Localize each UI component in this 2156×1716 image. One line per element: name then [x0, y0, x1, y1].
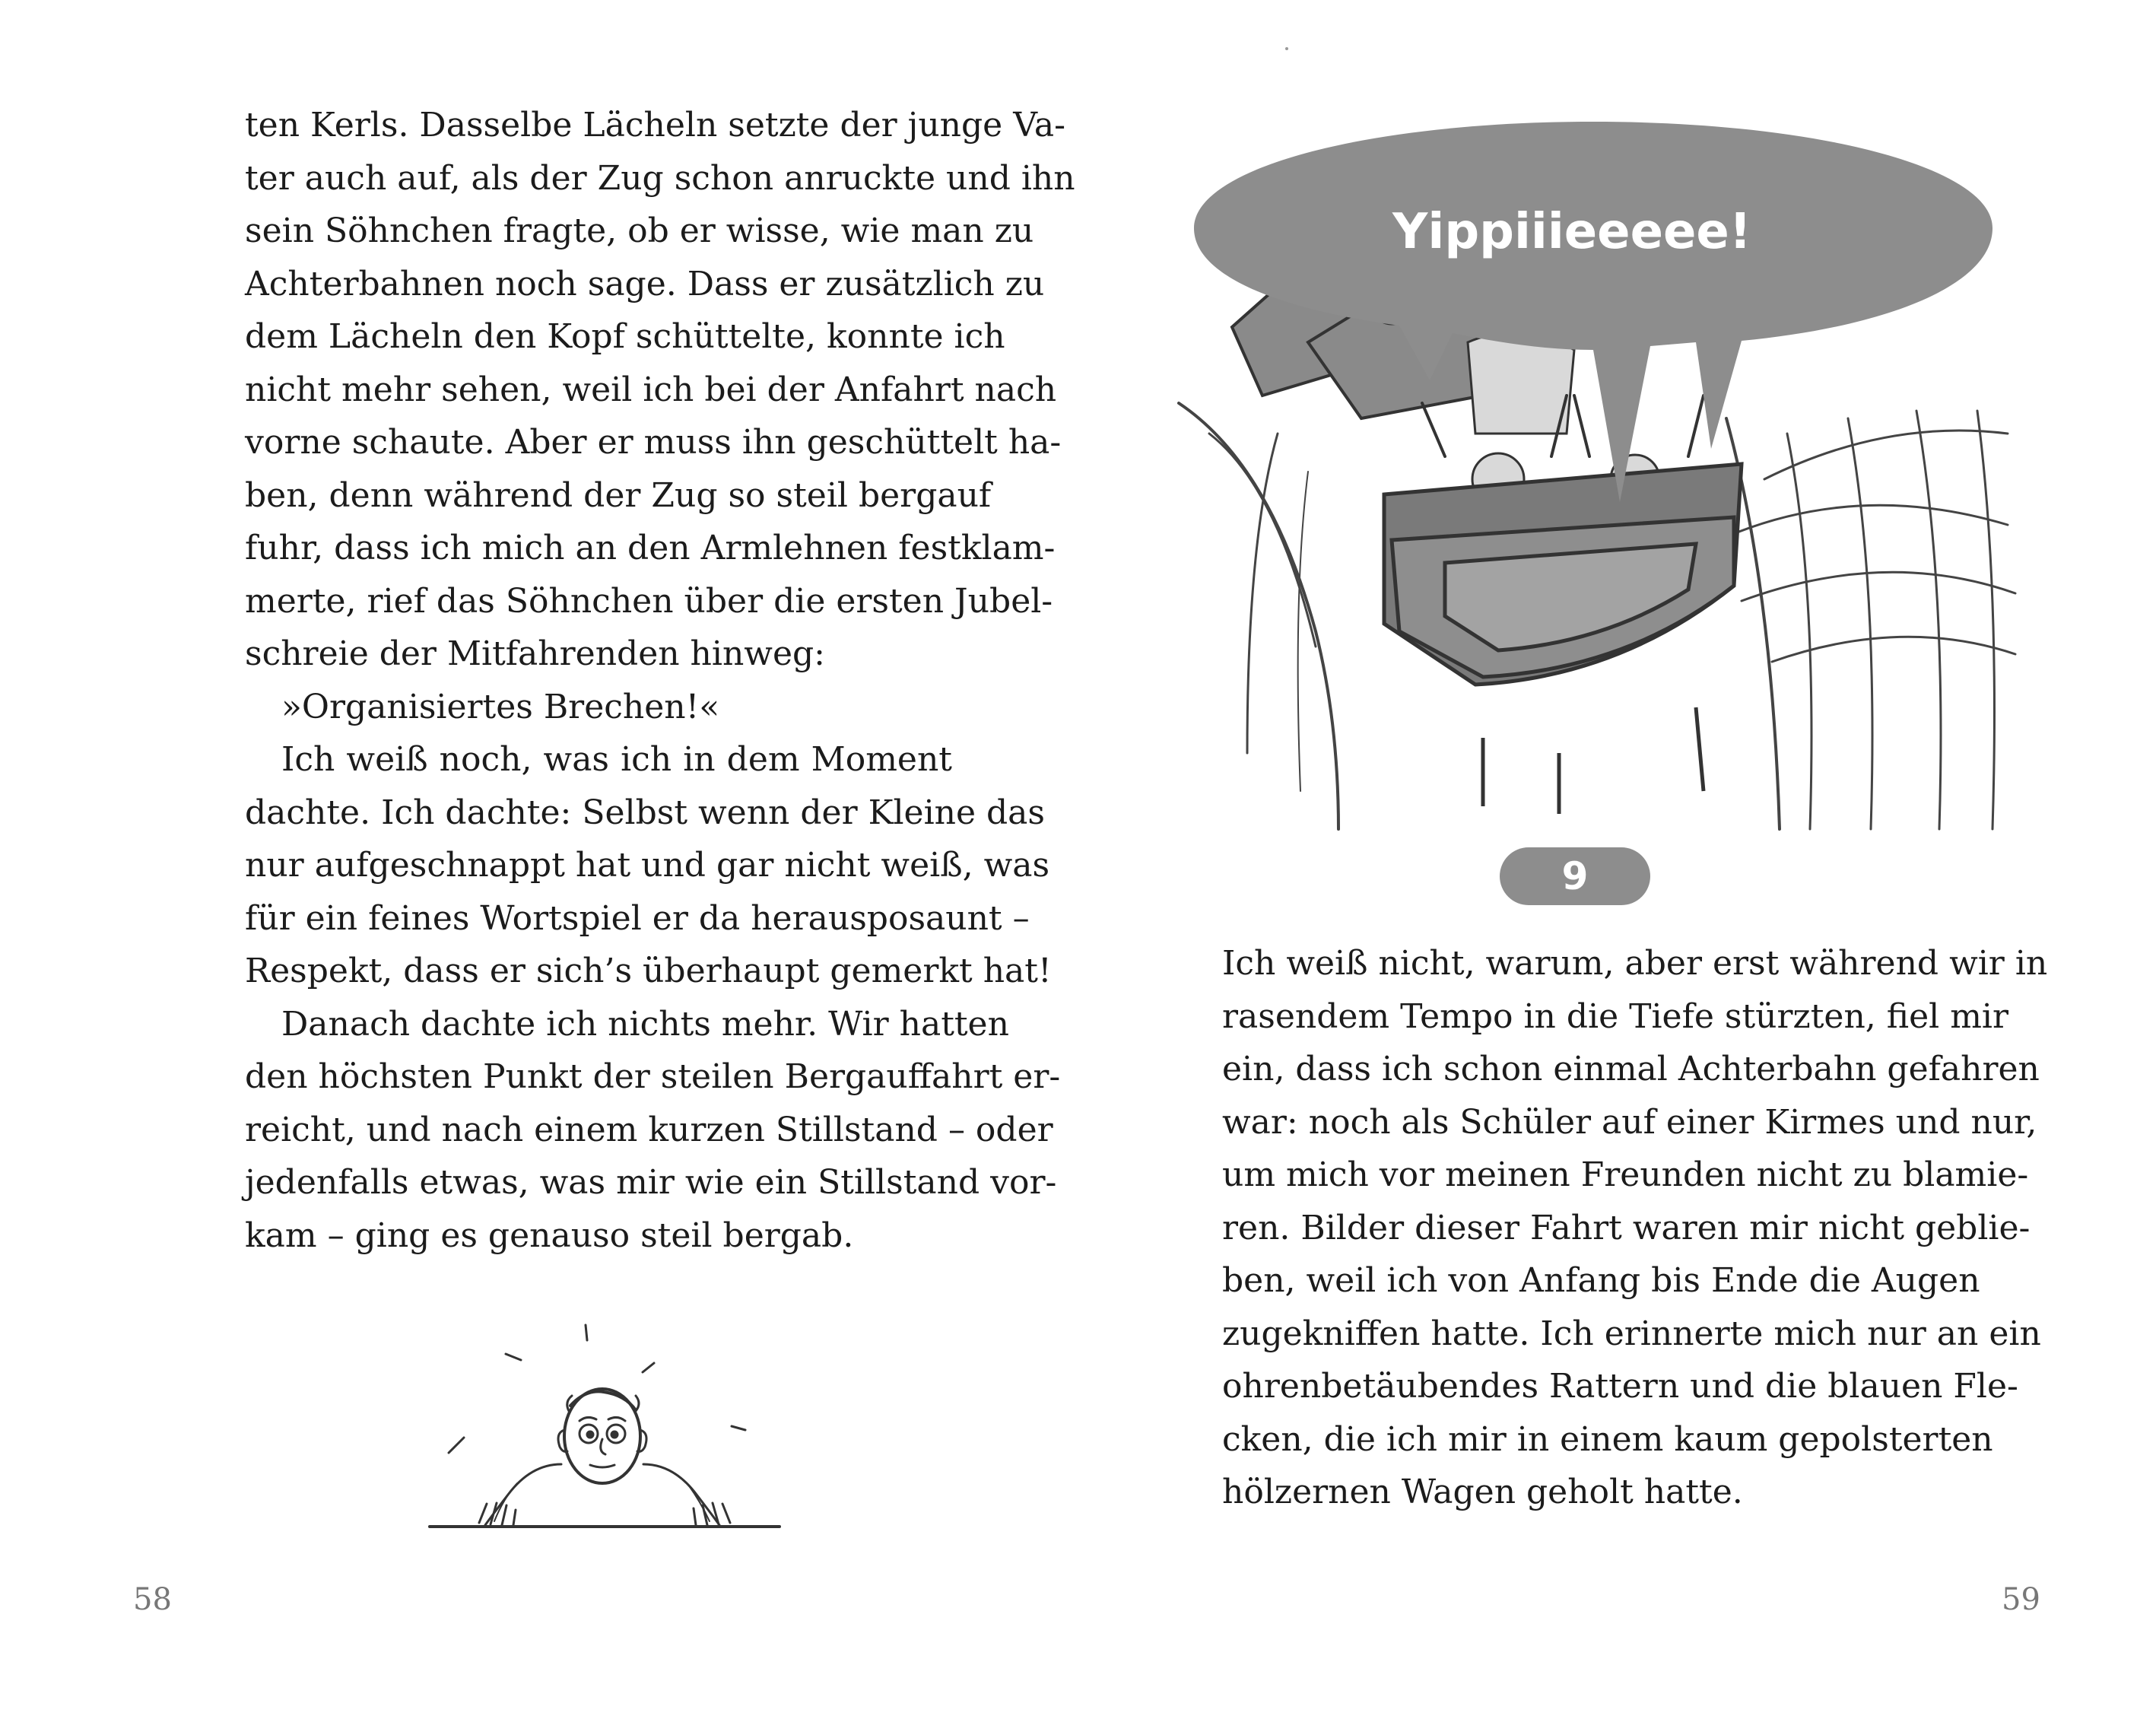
page-number-right: 59 — [2002, 1582, 2040, 1617]
text-line: ben, denn während der Zug so steil bergauf — [245, 475, 992, 515]
text-line: schreie der Mitfahrenden hinweg: — [245, 634, 825, 673]
text-line: ben, weil ich von Anfang bis Ende die Augen — [1222, 1261, 1980, 1300]
text-line: cken, die ich mir in einem kaum gepolsterten — [1222, 1419, 1993, 1459]
page-number-left: 58 — [133, 1582, 172, 1617]
text-line: »Organisiertes Brechen!« — [281, 687, 720, 726]
text-line: kam – ging es genauso steil bergab. — [245, 1216, 854, 1255]
text-line: um mich vor meinen Freunden nicht zu blamie- — [1222, 1155, 2029, 1194]
text-line: ren. Bilder dieser Fahrt waren mir nicht geblie- — [1222, 1208, 2031, 1247]
text-line: Achterbahnen noch sage. Dass er zusätzlich zu — [245, 264, 1045, 303]
text-line: den höchsten Punkt der steilen Bergauffahrt er- — [245, 1057, 1061, 1096]
speech-bubble-text: Yippiiieeeee! — [1392, 204, 1751, 260]
right-page-text — [1222, 937, 2048, 1519]
text-line: ein, dass ich schon einmal Achterbahn gefahren — [1222, 1050, 2040, 1088]
text-line: Respekt, dass er sich’s überhaupt gemerkt hat! — [245, 952, 1052, 990]
text-line: ohrenbetäubendes Rattern und die blauen Fle- — [1222, 1367, 2018, 1406]
text-line: zugekniffen hatte. Ich erinnerte mich nur an ein — [1222, 1314, 2041, 1353]
text-line: dachte. Ich dachte: Selbst wenn der Kleine das — [245, 793, 1045, 832]
chapter-number-badge: 9 — [1500, 847, 1650, 905]
text-line: sein Söhnchen fragte, ob er wisse, wie man zu — [245, 211, 1034, 250]
text-line: Ich weiß nicht, warum, aber erst während wir in — [1222, 944, 2048, 983]
text-line: für ein feines Wortspiel er da herausposaunt – — [245, 898, 1030, 938]
frightened-man-illustration — [426, 1308, 783, 1529]
text-line: ter auch auf, als der Zug schon anruckte und ihn — [245, 158, 1075, 198]
text-line: fuhr, dass ich mich an den Armlehnen festklam- — [245, 529, 1056, 567]
text-line: war: noch als Schüler auf einer Kirmes und nur, — [1222, 1102, 2037, 1142]
text-line: Ich weiß noch, was ich in dem Moment — [281, 740, 952, 779]
text-line: dem Lächeln den Kopf schüttelte, konnte ich — [245, 317, 1005, 356]
text-line: Danach dachte ich nichts mehr. Wir hatten — [281, 1004, 1009, 1044]
text-line: vorne schaute. Aber er muss ihn geschüttelt ha- — [245, 423, 1062, 462]
left-page-text — [245, 99, 1075, 1262]
text-line: reicht, und nach einem kurzen Stillstand – oder — [245, 1110, 1053, 1149]
text-line: rasendem Tempo in die Tiefe stürzten, fiel mir — [1222, 996, 2009, 1036]
text-line: jedenfalls etwas, was mir wie ein Stillstand vor- — [245, 1163, 1057, 1202]
text-line: nur aufgeschnappt hat und gar nicht weiß, was — [245, 846, 1050, 885]
text-line: merte, rief das Söhnchen über die ersten Jubel- — [245, 581, 1053, 621]
text-line: hölzernen Wagen geholt hatte. — [1222, 1473, 1743, 1511]
text-line: nicht mehr sehen, weil ich bei der Anfahrt nach — [245, 370, 1057, 409]
print-mark — [1285, 47, 1288, 50]
text-line: ten Kerls. Dasselbe Lächeln setzte der junge Va- — [245, 106, 1066, 145]
